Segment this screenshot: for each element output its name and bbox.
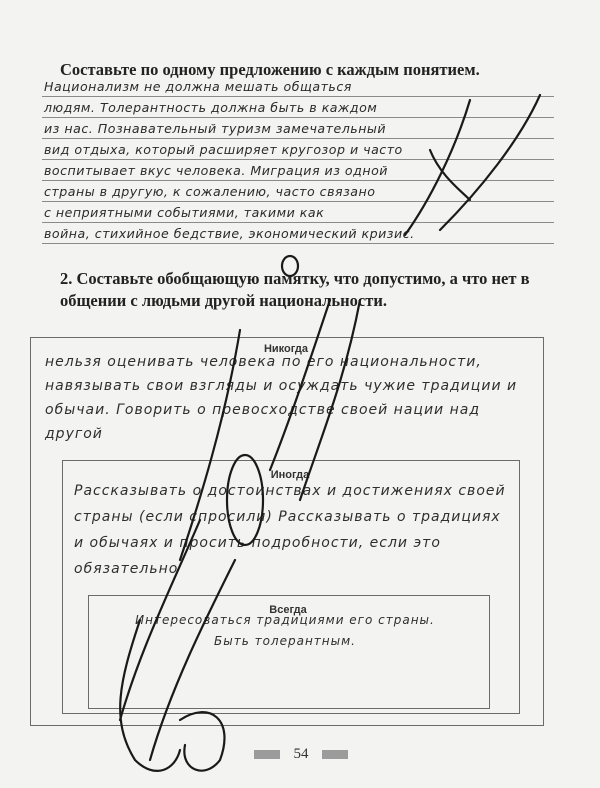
answer-line: страны в другую, к сожалению, часто связано <box>42 183 554 202</box>
answer-line: Национализм не должна мешать общаться <box>42 78 554 97</box>
box-never-title: Никогда <box>263 343 309 355</box>
answer-line: людям. Толерантность должна быть в каждом <box>42 99 554 118</box>
task1-title: Составьте по одному предложению с каждым понятием. <box>60 60 480 79</box>
box-always-text: Интересоваться традициями его страны. Быть толерантным. <box>135 613 435 648</box>
box-sometimes-title: Иногда <box>270 469 310 481</box>
box-always-title: Всегда <box>269 604 307 616</box>
answer-line: воспитывает вкус человека. Миграция из одной <box>42 162 554 181</box>
answer-line: война, стихийное бедствие, экономический кризис. <box>42 225 554 244</box>
box-never-text: нельзя оценивать человека по его национальности, навязывать свои взгляды и осуждать чужие традиции и обычаи. Говорить о превосходстве своей нации над другой <box>45 354 518 442</box>
page-footer <box>254 746 354 762</box>
answer-line: вид отдыха, который расширяет кругозор и часто <box>42 141 554 160</box>
footer-bar-right <box>322 750 348 759</box>
footer-bar-left <box>254 750 280 759</box>
ruled-answer-area <box>42 78 552 248</box>
box-sometimes-text: Рассказывать о достоинствах и достижениях своей страны (если спросили) Рассказывать о традициях и обычаях и просить подробности, если это обязательно <box>74 483 506 577</box>
answer-line: с неприятными событиями, такими как <box>42 204 554 223</box>
page-number: 54 <box>293 746 309 762</box>
task2-title: 2. Составьте обобщающую памятку, что допустимо, а что нет в общении с людьми другой национальности. <box>60 269 530 310</box>
answer-line: из нас. Познавательный туризм замечательный <box>42 120 554 139</box>
